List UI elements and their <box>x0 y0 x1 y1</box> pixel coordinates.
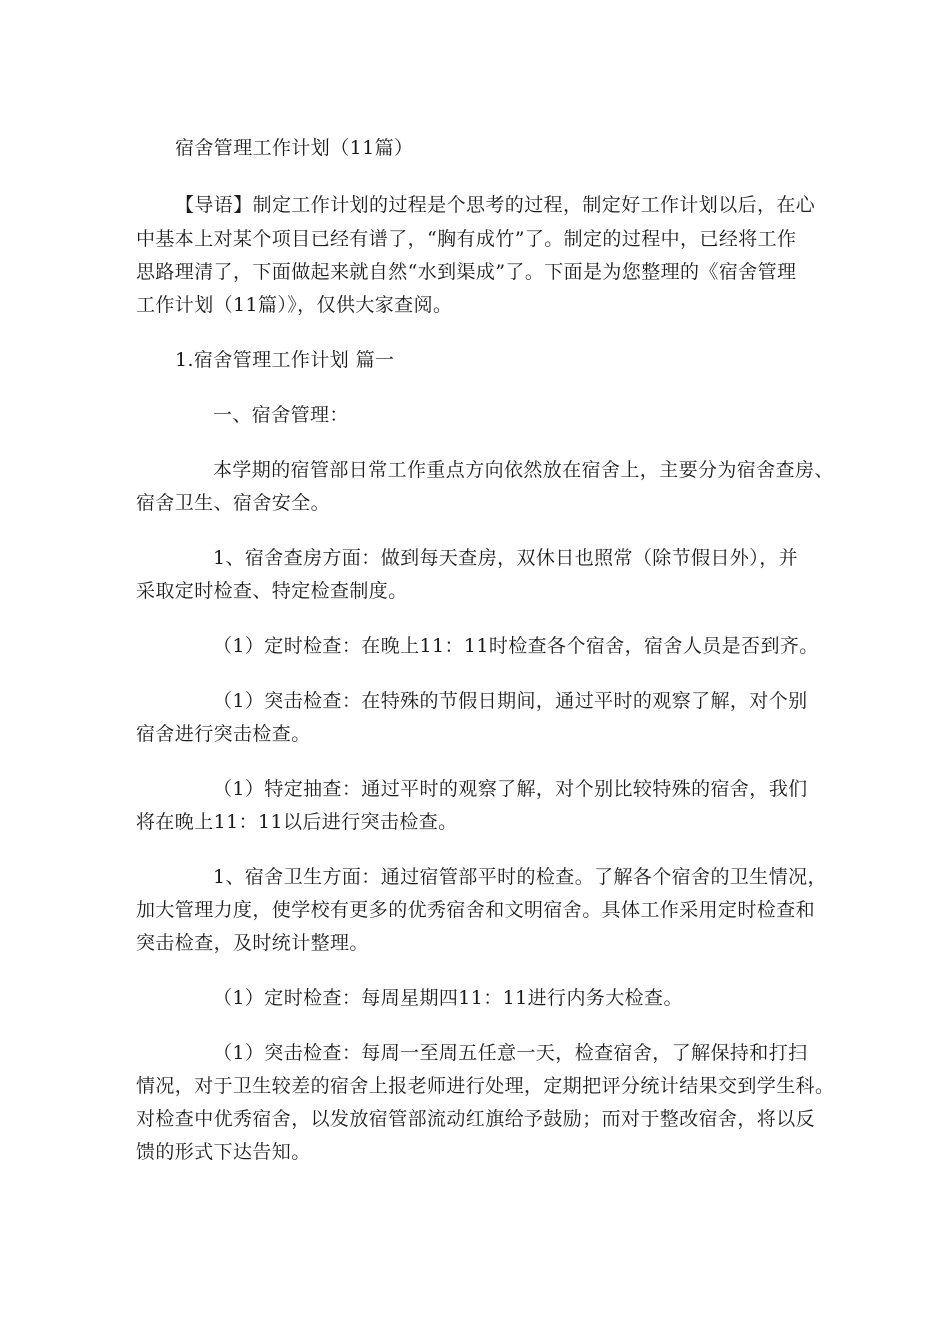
paragraph-line: 本学期的宿管部日常工作重点方向依然放在宿舍上，主要分为宿舍查房、 <box>213 459 834 481</box>
paragraph-line: 情况，对于卫生较差的宿舍上报老师进行处理，定期把评分统计结果交到学生科。 <box>136 1075 835 1097</box>
paragraph-line: （1）特定抽查：通过平时的观察了解，对个别比较特殊的宿舍，我们 <box>213 778 808 800</box>
paragraph-line: 突击检查，及时统计整理。 <box>136 932 369 954</box>
intro-line-4: 工作计划（11篇）》，仅供大家查阅。 <box>136 294 453 316</box>
paragraph-line: 宿舍进行突击检查。 <box>136 723 311 745</box>
section-heading: 1.宿舍管理工作计划 篇一 <box>175 349 395 371</box>
subheading: 一、宿舍管理： <box>213 404 349 426</box>
intro-line-1: 【导语】制定工作计划的过程是个思考的过程，制定好工作计划以后，在心 <box>175 194 816 216</box>
paragraph-line: 对检查中优秀宿舍，以发放宿管部流动红旗给予鼓励；而对于整改宿舍，将以反 <box>136 1108 816 1130</box>
intro-line-2: 中基本上对某个项目已经有谱了，“胸有成竹”了。制定的过程中，已经将工作 <box>136 228 797 250</box>
paragraph-line: 1、宿舍查房方面：做到每天查房，双休日也照常（除节假日外），并 <box>213 547 798 569</box>
paragraph-line: 将在晚上11：11以后进行突击检查。 <box>136 811 458 833</box>
paragraph-line: 采取定时检查、特定检查制度。 <box>136 580 408 602</box>
paragraph-line: （1）突击检查：在特殊的节假日期间，通过平时的观察了解，对个别 <box>213 690 808 712</box>
paragraph-line: 馈的形式下达告知。 <box>136 1141 311 1163</box>
paragraph-line: 宿舍卫生、宿舍安全。 <box>136 492 331 514</box>
intro-line-3: 思路理清了，下面做起来就自然“水到渠成”了。下面是为您整理的《宿舍管理 <box>136 261 797 283</box>
paragraph-line: 加大管理力度，使学校有更多的优秀宿舍和文明宿舍。具体工作采用定时检查和 <box>136 899 816 921</box>
paragraph-line: 1、宿舍卫生方面：通过宿管部平时的检查。了解各个宿舍的卫生情况， <box>213 866 827 888</box>
document-title: 宿舍管理工作计划（11篇） <box>175 137 414 159</box>
paragraph-line: （1）定时检查：每周星期四11：11进行内务大检查。 <box>213 987 683 1009</box>
paragraph-line: （1）突击检查：每周一至周五任意一天，检查宿舍，了解保持和打扫 <box>213 1042 808 1064</box>
paragraph-line: （1）定时检查：在晚上11：11时检查各个宿舍，宿舍人员是否到齐。 <box>213 635 819 657</box>
